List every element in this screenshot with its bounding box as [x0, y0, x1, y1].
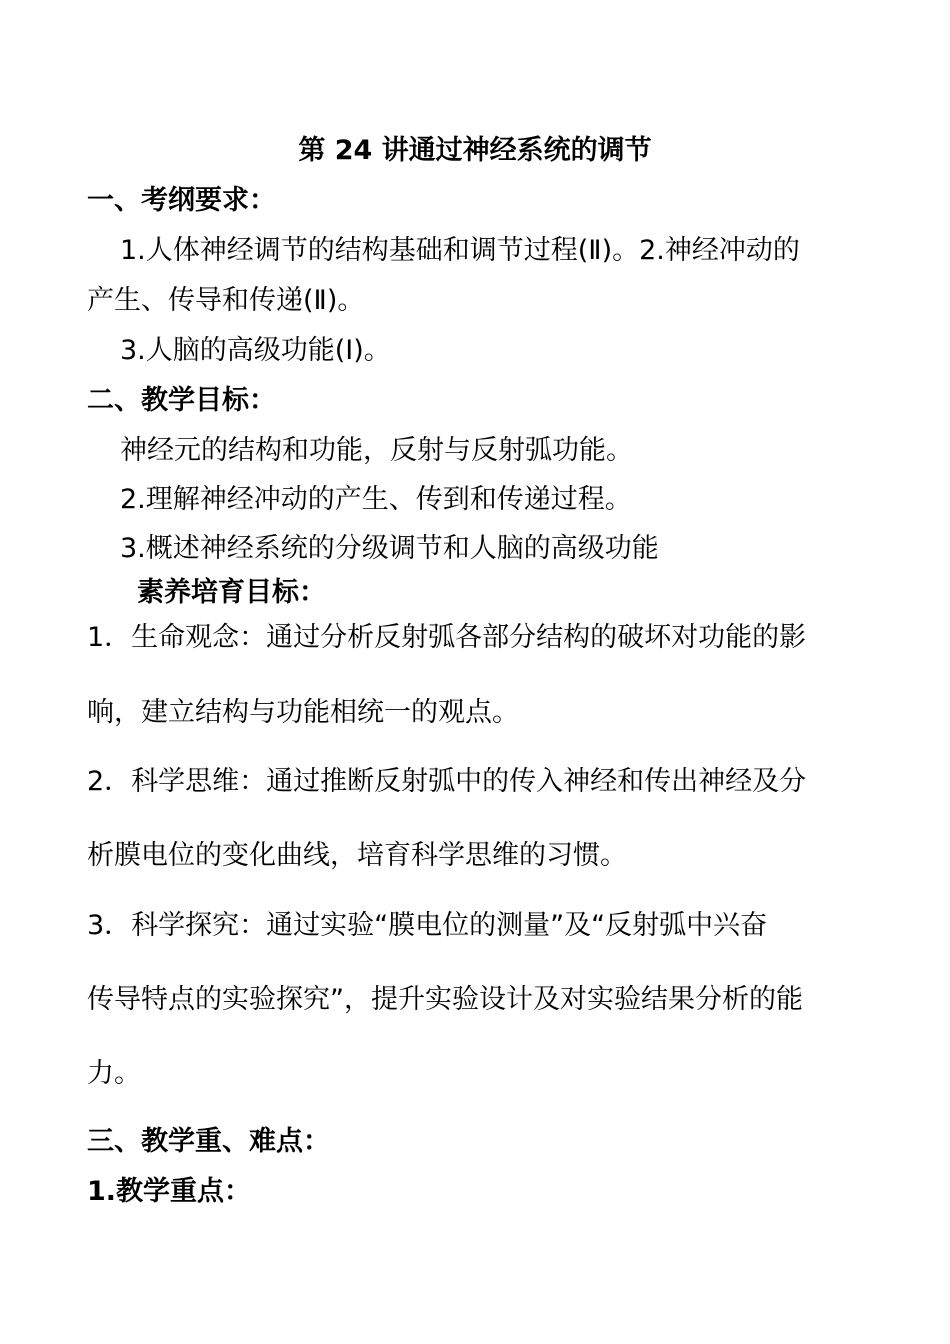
- section-heading-outline: 一、考纲要求：: [87, 185, 276, 216]
- literacy-item-3-line-c: 力。: [87, 1058, 141, 1089]
- objective-line-2: 2.理解神经冲动的产生、传到和传递过程。: [120, 484, 632, 515]
- literacy-item-3-line-b: 传导特点的实验探究”，提升实验设计及对实验结果分析的能: [87, 984, 803, 1015]
- objective-line-1: 神经元的结构和功能，反射与反射弧功能。: [120, 435, 633, 466]
- outline-line-3: 3.人脑的高级功能(Ⅰ)。: [120, 335, 391, 366]
- objective-line-3: 3.概述神经系统的分级调节和人脑的高级功能: [120, 533, 659, 564]
- literacy-item-1-line-b: 响，建立结构与功能相统一的观点。: [87, 697, 519, 728]
- literacy-item-2-line-b: 析膜电位的变化曲线，培育科学思维的习惯。: [87, 840, 627, 871]
- literacy-item-1-line-a: 1．生命观念：通过分析反射弧各部分结构的破坏对功能的影: [87, 622, 807, 653]
- literacy-subheading: 素养培育目标：: [137, 577, 326, 608]
- literacy-item-3-line-a: 3．科学探究：通过实验“膜电位的测量”及“反射弧中兴奋: [87, 910, 768, 941]
- document-title: 第 24 讲通过神经系统的调节: [298, 135, 652, 166]
- section-heading-key-points: 三、教学重、难点：: [87, 1126, 330, 1157]
- literacy-item-2-line-a: 2．科学思维：通过推断反射弧中的传入神经和传出神经及分: [87, 766, 807, 797]
- section-heading-objectives: 二、教学目标：: [87, 385, 276, 416]
- outline-line-1: 1.人体神经调节的结构基础和调节过程(Ⅱ)。2.神经冲动的: [120, 235, 800, 266]
- key-points-subheading: 1.教学重点：: [87, 1176, 252, 1207]
- outline-line-2: 产生、传导和传递(Ⅱ)。: [87, 285, 365, 316]
